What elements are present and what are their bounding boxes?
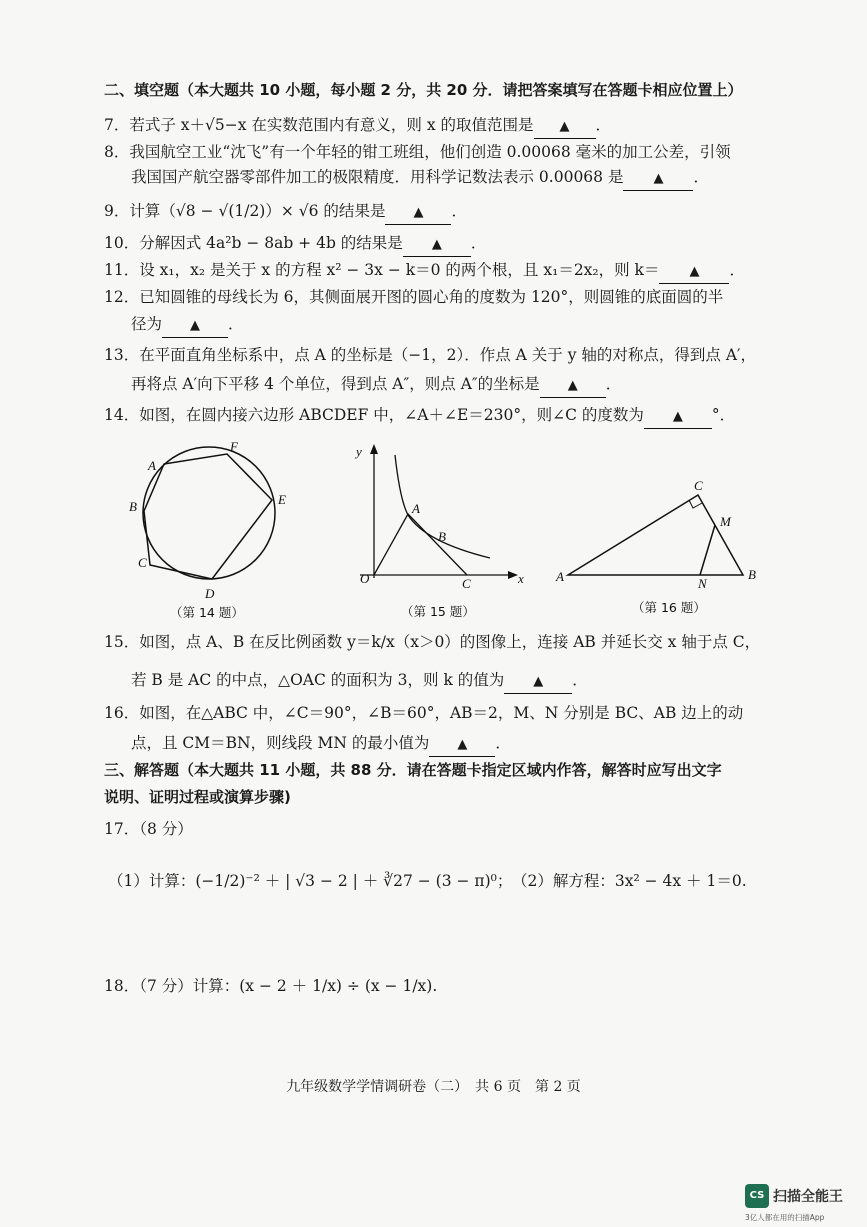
- question-12-line2: 径为 ▲ ．: [131, 313, 244, 338]
- section3-heading-line2: 说明、证明过程或演算步骤): [104, 788, 291, 806]
- question-15-line2: 若 B 是 AC 的中点，△OAC 的面积为 3，则 k 的值为 ▲ ．: [131, 669, 588, 694]
- label-f: F: [230, 439, 238, 454]
- label-n: N: [698, 576, 707, 591]
- label-d: D: [205, 586, 215, 601]
- label-a: A: [412, 501, 420, 516]
- question-17-header: 17．（8 分）: [104, 820, 193, 838]
- answer-blank: ▲: [644, 404, 712, 429]
- question-11: 11．设 x₁，x₂ 是关于 x 的方程 x² − 3x − k＝0 的两个根，且 x₁＝2x₂，则 k＝ ▲ ．: [104, 259, 745, 284]
- section3-heading-line1: 三、解答题（本大题共 11 小题，共 88 分．请在答题卡指定区域内作答，解答时应写出文字: [104, 761, 722, 779]
- answer-blank: ▲: [429, 732, 495, 757]
- question-7: 7．若式子 x＋√5−x 在实数范围内有意义，则 x 的取值范围是 ▲ ．: [104, 114, 611, 139]
- triangle-abc: [568, 495, 743, 575]
- answer-blank: ▲: [162, 313, 228, 338]
- scanner-logo-icon: CS: [745, 1184, 769, 1208]
- label-a: A: [556, 569, 564, 584]
- question-7-text: 7．若式子 x＋√5−x 在实数范围内有意义，则 x 的取值范围是: [104, 116, 534, 134]
- y-axis-arrow: [370, 444, 378, 454]
- figure-16-caption: （第 16 题）: [632, 600, 706, 615]
- answer-blank: ▲: [623, 166, 693, 191]
- figure-15: [354, 444, 524, 619]
- scanner-watermark: [745, 1184, 865, 1224]
- figure-14-caption: （第 14 题）: [170, 605, 244, 620]
- triangle-oac: [374, 514, 467, 575]
- label-e: E: [278, 492, 286, 507]
- figures-row: [0, 430, 867, 630]
- figure-14: [129, 439, 286, 620]
- answer-blank: ▲: [659, 259, 729, 284]
- right-angle-mark: [689, 500, 702, 508]
- label-b: B: [438, 529, 446, 544]
- question-17-part1: （1）计算：(−1/2)⁻² ＋ | √3 − 2 | ＋ ∛27 − (3 − π)⁰；: [108, 872, 513, 890]
- question-18: 18．（7 分）计算：(x − 2 ＋ 1/x) ÷ (x − 1/x).: [104, 977, 438, 995]
- scanner-tagline: 3亿人都在用的扫描App: [745, 1213, 825, 1222]
- x-axis-arrow: [508, 571, 518, 579]
- answer-blank: ▲: [385, 200, 451, 225]
- label-y: y: [356, 444, 362, 459]
- answer-blank: ▲: [534, 114, 596, 139]
- figure-15-caption: （第 15 题）: [401, 604, 475, 619]
- scanner-name: 扫描全能王: [773, 1189, 843, 1205]
- question-13-line2: 再将点 A′向下平移 4 个单位，得到点 A″，则点 A″的坐标是 ▲ ．: [131, 373, 621, 398]
- question-8-line1: 8．我国航空工业“沈飞”有一个年轻的钳工班组，他们创造 0.00068 毫米的加工公差，引领: [104, 143, 731, 161]
- label-o: O: [360, 571, 370, 586]
- question-15-line1: 15．如图，点 A、B 在反比例函数 y＝k/x（x＞0）的图像上，连接 AB 并延长交 x 轴于点 C，: [104, 633, 761, 651]
- label-b: B: [748, 567, 756, 582]
- question-8-line2: 我国国产航空器零部件加工的极限精度．用科学记数法表示 0.00068 是 ▲ ．: [131, 166, 709, 191]
- question-12-line1: 12．已知圆锥的母线长为 6，其侧面展开图的圆心角的度数为 120°，则圆锥的底面圆的半: [104, 288, 724, 306]
- question-13-line1: 13．在平面直角坐标系中，点 A 的坐标是（−1，2）．作点 A 关于 y 轴的对称点，得到点 A′，: [104, 346, 757, 364]
- answer-blank: ▲: [504, 669, 572, 694]
- figure-16: [555, 478, 756, 615]
- question-17-part2: （2）解方程：3x² − 4x ＋ 1＝0.: [512, 872, 747, 890]
- question-10: 10．分解因式 4a²b − 8ab + 4b 的结果是 ▲ ．: [104, 232, 486, 257]
- label-b: B: [129, 499, 137, 514]
- question-9: 9．计算（√8 − √(1/2)）× √6 的结果是 ▲ ．: [104, 200, 467, 225]
- label-c: C: [138, 555, 147, 570]
- label-c: C: [694, 478, 703, 493]
- segment-mn: [700, 525, 715, 575]
- label-c: C: [462, 576, 471, 591]
- question-14: 14．如图，在圆内接六边形 ABCDEF 中，∠A＋∠E＝230°，则∠C 的度数为 ▲ °．: [104, 404, 735, 429]
- page-footer: 九年级数学学情调研卷（二） 共 6 页 第 2 页: [286, 1079, 581, 1095]
- label-m: M: [720, 514, 731, 529]
- label-a: A: [148, 458, 156, 473]
- question-16-line1: 16．如图，在△ABC 中，∠C＝90°，∠B＝60°，AB＝2，M、N 分别是 BC、AB 边上的动: [104, 704, 744, 722]
- answer-blank: ▲: [403, 232, 471, 257]
- answer-blank: ▲: [540, 373, 606, 398]
- question-16-line2: 点，且 CM＝BN，则线段 MN 的最小值为 ▲ ．: [131, 732, 511, 757]
- label-x: x: [518, 571, 524, 586]
- section2-heading: 二、填空题（本大题共 10 小题，每小题 2 分，共 20 分．请把答案填写在答题卡相应位置上）: [104, 81, 743, 99]
